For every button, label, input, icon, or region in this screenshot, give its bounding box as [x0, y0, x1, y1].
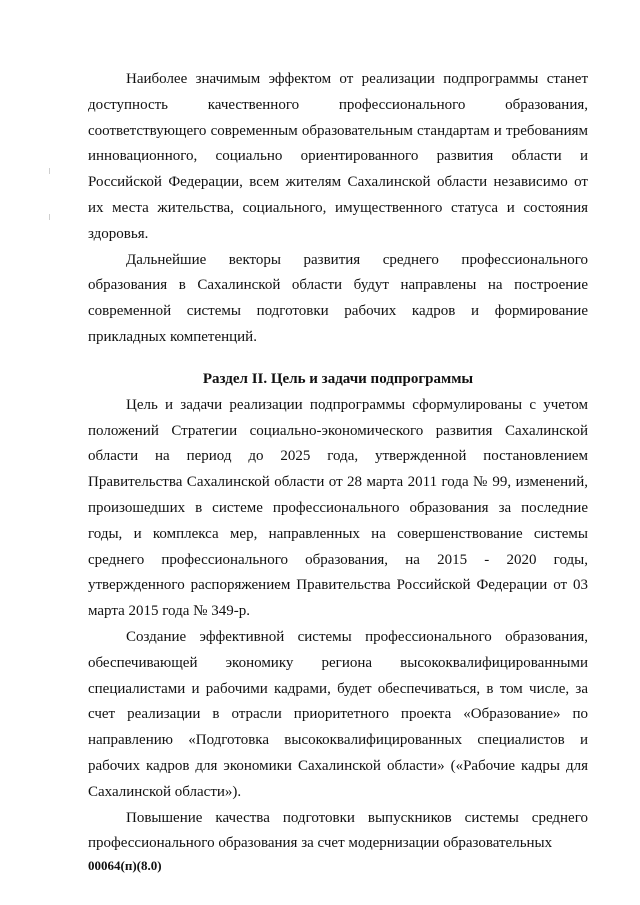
scan-margin-mark: [49, 168, 50, 174]
scan-margin-mark: [49, 214, 50, 220]
section-heading: Раздел II. Цель и задачи подпрограммы: [202, 371, 474, 387]
paragraph-goals: Цель и задачи реализации подпрограммы сформулированы с учетом положений Стратегии социально-экономического развития Сахалинской области на период до 2025 года, утвержденной постановлением Правительства Сахалинской области от 28 марта 2011 года № 99, изменений, произошедших в системе профессионального образования за последние годы, и комплекса мер, направленных на совершенствование системы среднего профессионального образования, на 2015 - 2020 годы, утвержденного распоряжением Правительства Российской Федерации от 03 марта 2015 года № 349-р.: [88, 396, 588, 620]
section-two: [88, 365, 588, 857]
paragraph-effect: Наиболее значимым эффектом от реализации подпрограммы станет доступность качественного профессионального образования, соответствующего современным образовательным стандартам и требованиям инновационного, социально ориентированного развития области и Российской Федерации, всем жителям Сахалинской области независимо от их места жительства, социального, имущественного статуса и состояния здоровья.: [88, 71, 588, 242]
paragraph-development-vectors: Дальнейшие векторы развития среднего профессионального образования в Сахалинской области будут направлены на построение современной системы подготовки рабочих кадров и формирование прикладных компетенций.: [88, 251, 588, 345]
document-code: 00064(п)(8.0): [88, 858, 162, 873]
paragraph-quality: Повышение качества подготовки выпускников системы среднего профессионального образования за счет модернизации образовательных: [88, 809, 588, 852]
paragraph-education-system: Создание эффективной системы профессионального образования, обеспечивающей экономику региона высококвалифицированными специалистами и рабочими кадрами, будет обеспечиваться, в том числе, за счет реализации в отрасли приоритетного проекта «Образование» по направлению «Подготовка высококвалифицированных специалистов и рабочих кадров для экономики Сахалинской области» («Рабочие кадры для Сахалинской области»).: [88, 628, 588, 800]
document-body: [88, 67, 588, 351]
